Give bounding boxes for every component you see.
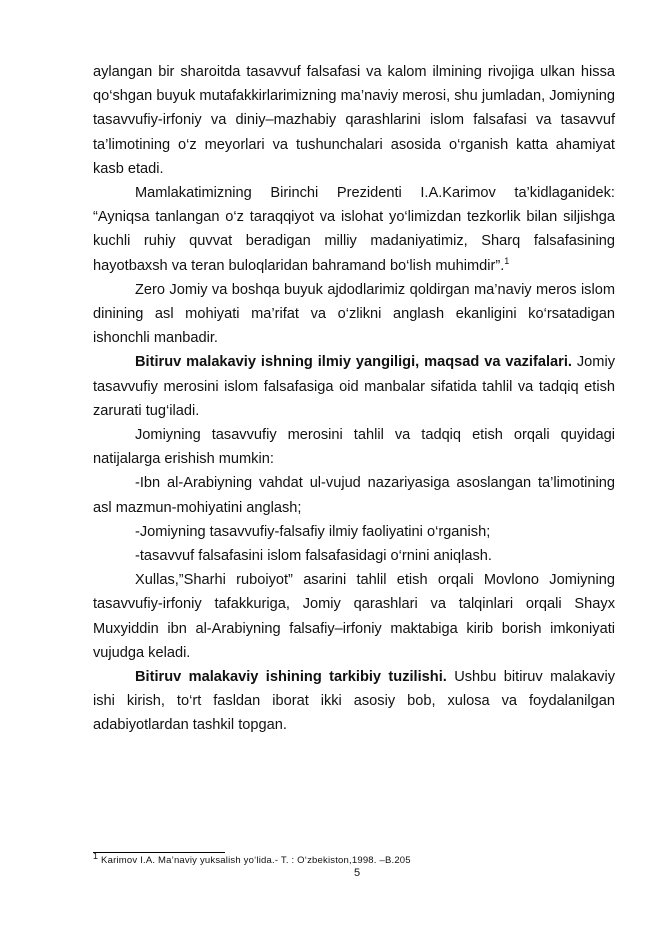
list-item-3: -tasavvuf falsafasini islom falsafasidagi o‘rnini aniqlash. [135, 548, 492, 565]
paragraph-10-text: Ushbu bitiruv malakaviy ishi kirish, to‘rt fasldan iborat ikki asosiy bob, xulosa va foydalanilgan adabiyotlardan tashkil topgan. [93, 669, 615, 734]
list-item-1: -Ibn al-Arabiyning vahdat ul-vujud nazariyasiga asoslangan ta’limotining asl mazmun-mohiyatini anglash; [93, 475, 615, 516]
paragraph-5: Jomiyning tasavvufiy merosini tahlil va tadqiq etish orqali quyidagi natijalarga erishish mumkin: [93, 427, 615, 468]
paragraph-4-text: Jomiy tasavvufiy merosini islom falsafasiga oid manbalar sifatida tahlil va tadqiq etish zarurati tug‘iladi. [93, 354, 615, 419]
paragraph-4 [93, 350, 615, 423]
footnote-reference[interactable]: 1 [504, 255, 510, 266]
paragraph-9: Xullas,”Sharhi ruboiyot” asarini tahlil etish orqali Movlono Jomiyning tasavvufiy-irfoniy tafakkuriga, Jomiy qarashlari va talqinlari orqali Shayx Muxyiddin ibn al-Arabiyning falsafiy–irfoniy maktabiga kirib borish imkoniyati vujudga keladi. [93, 572, 615, 661]
section-heading-novelty: Bitiruv malakaviy ishning ilmiy yangiligi, maqsad va vazifalari. [135, 354, 572, 371]
paragraph-1: aylangan bir sharoitda tasavvuf falsafasi va kalom ilmining rivojiga ulkan hissa qo‘shgan buyuk mutafakkirlarimizning ma’naviy merosi, shu jumladan, Jomiyning tasavvufiy-irfoniy va diniy–mazhabiy qarashlarini islom falsafasi va tasavvuf ta’limotining o‘z meyorlari va tushunchalari asosida o‘rganish katta ahamiyat kasb etadi. [93, 64, 615, 177]
footnote-text: Karimov I.A. Ma’naviy yuksalish yo‘lida.- T. : O‘zbekiston,1998. –B.205 [98, 855, 411, 866]
page-number: 5 [354, 867, 361, 879]
footnote-mark: 1 [93, 850, 99, 861]
document-body [93, 60, 615, 738]
footnote [93, 850, 411, 866]
paragraph-3: Zero Jomiy va boshqa buyuk ajdodlarimiz qoldirgan ma’naviy meros islom dinining asl mohiyati ma’rifat va o‘zlikni anglash ekanligini ko‘rsatadigan ishonchli manbadir. [93, 281, 615, 347]
paragraph-10 [93, 665, 615, 738]
paragraph-2-text: Mamlakatimizning Birinchi Prezidenti I.A.Karimov ta’kidlaganidek: “Ayniqsa tanlangan o‘z taraqqiyot va islohat yo‘limizdan tezkorlik bilan siljishga kuchli ruhiy quvvat beradigan milliy madaniyatimiz, Sharq falsafasining hayotbaxsh va teran buloqlaridan bahramand bo‘lish muhimdir”. [93, 185, 615, 274]
list-item-2: -Jomiyning tasavvufiy-falsafiy ilmiy faoliyatini o‘rganish; [135, 523, 491, 540]
footnote-separator [93, 852, 225, 853]
section-heading-structure: Bitiruv malakaviy ishining tarkibiy tuzilishi. [135, 669, 447, 686]
paragraph-2 [93, 181, 615, 278]
